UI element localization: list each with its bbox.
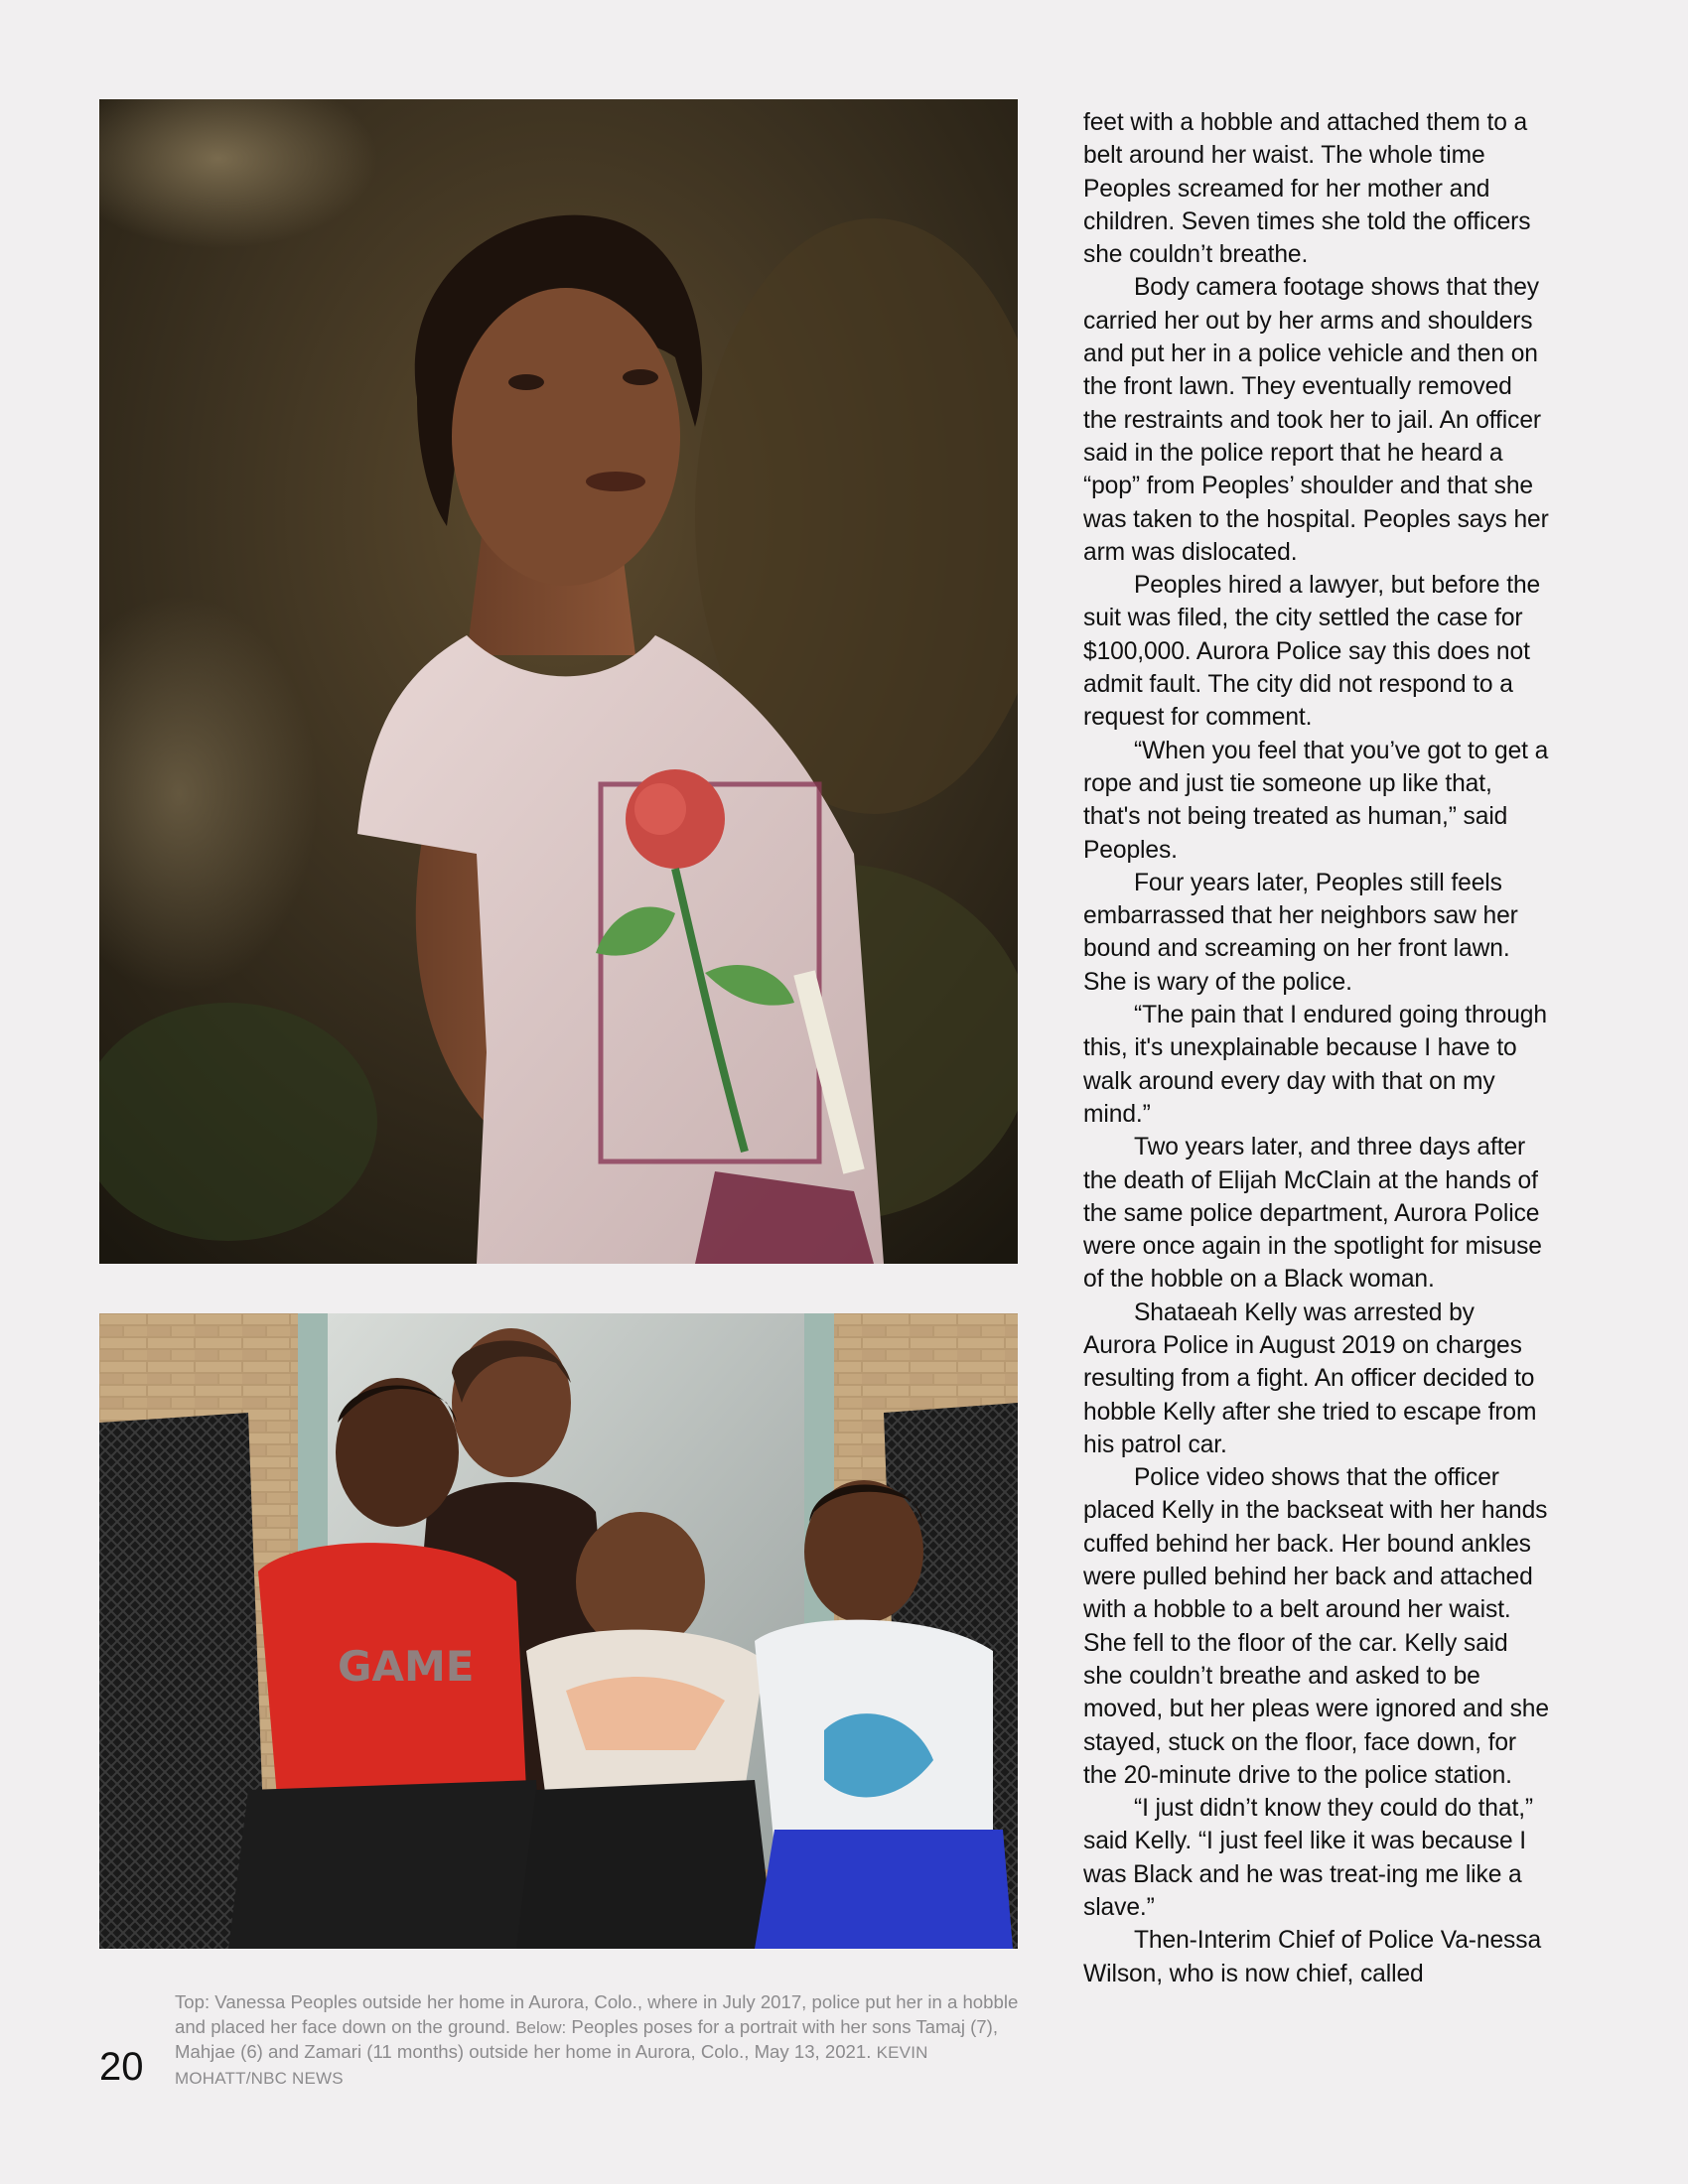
article-paragraph: feet with a hobble and attached them to a belt around her waist. The whole time Peoples screamed for her mother and children. Seven times she told the officers she couldn’t breathe. bbox=[1083, 109, 1531, 269]
photo-credit: KEVIN MOHATT/NBC NEWS bbox=[175, 2043, 928, 2088]
article-body bbox=[1083, 106, 1550, 1990]
page-number: 20 bbox=[99, 2045, 144, 2089]
article-paragraph: Body camera footage shows that they carried her out by her arms and shoulders and put her in a police vehicle and then on the front lawn. They eventually removed the restraints and took her to jail. An officer said in the police report that he heard a “pop” from Peoples’ shoulder and that she was taken to the hospital. Peoples says her arm was dislocated. bbox=[1083, 274, 1549, 566]
article-paragraph: “I just didn’t know they could do that,” said Kelly. “I just feel like it was because I was Black and he was treat-ing me like a slave.” bbox=[1083, 1795, 1534, 1922]
family-photo bbox=[99, 1313, 1018, 1949]
caption-below-label: Below: bbox=[515, 2017, 567, 2037]
article-paragraph: Four years later, Peoples still feels embarrassed that her neighbors saw her bound and screaming on her front lawn. She is wary of the police. bbox=[1083, 869, 1518, 996]
article-paragraph: “The pain that I endured going through this, it's unexplainable because I have to walk around every day with that on my mind.” bbox=[1083, 1002, 1547, 1128]
portrait-image bbox=[99, 99, 1018, 1264]
article-paragraph: Two years later, and three days after the death of Elijah McClain at the hands of the same police department, Aurora Police were once again in the spotlight for misuse of the hobble on a Black woman. bbox=[1083, 1134, 1542, 1294]
article-paragraph: Shataeah Kelly was arrested by Aurora Police in August 2019 on charges resulting from a fight. An officer decided to hobble Kelly after she tried to escape from his patrol car. bbox=[1083, 1298, 1537, 1458]
article-paragraph: Then-Interim Chief of Police Va-nessa Wilson, who is now chief, called bbox=[1083, 1927, 1542, 1987]
caption-bottom: Peoples poses for a portrait with her sons Tamaj (7), Mahjae (6) and Zamari (11 months) outside her home in Aurora, Colo., May 13, 2021. bbox=[175, 2015, 999, 2062]
shirt-print: GAME bbox=[338, 1642, 475, 1691]
caption-top: Top: Vanessa Peoples outside her home in Aurora, Colo., where in July 2017, police put her in a hobble and placed her face down on the ground. bbox=[175, 1991, 1019, 2037]
portrait-photo bbox=[99, 99, 1018, 1264]
article-paragraph: Police video shows that the officer placed Kelly in the backseat with her hands cuffed behind her back. Her bound ankles were pulled behind her back and attached with a hobble to a belt around her waist. She fell to the floor of the car. Kelly said she couldn’t breathe and asked to be moved, but her pleas were ignored and she stayed, stuck on the floor, face down, for the 20-minute drive to the police station. bbox=[1083, 1464, 1549, 1789]
article-paragraph: Peoples hired a lawyer, but before the suit was filed, the city settled the case for $100,000. Aurora Police say this does not admit fault. The city did not respond to a request for comment. bbox=[1083, 572, 1541, 732]
article-paragraph: “When you feel that you’ve got to get a rope and just tie someone up like that, that's not being treated as human,” said Peoples. bbox=[1083, 737, 1549, 864]
photo-caption bbox=[175, 1990, 1029, 2091]
family-image bbox=[99, 1313, 1018, 1949]
